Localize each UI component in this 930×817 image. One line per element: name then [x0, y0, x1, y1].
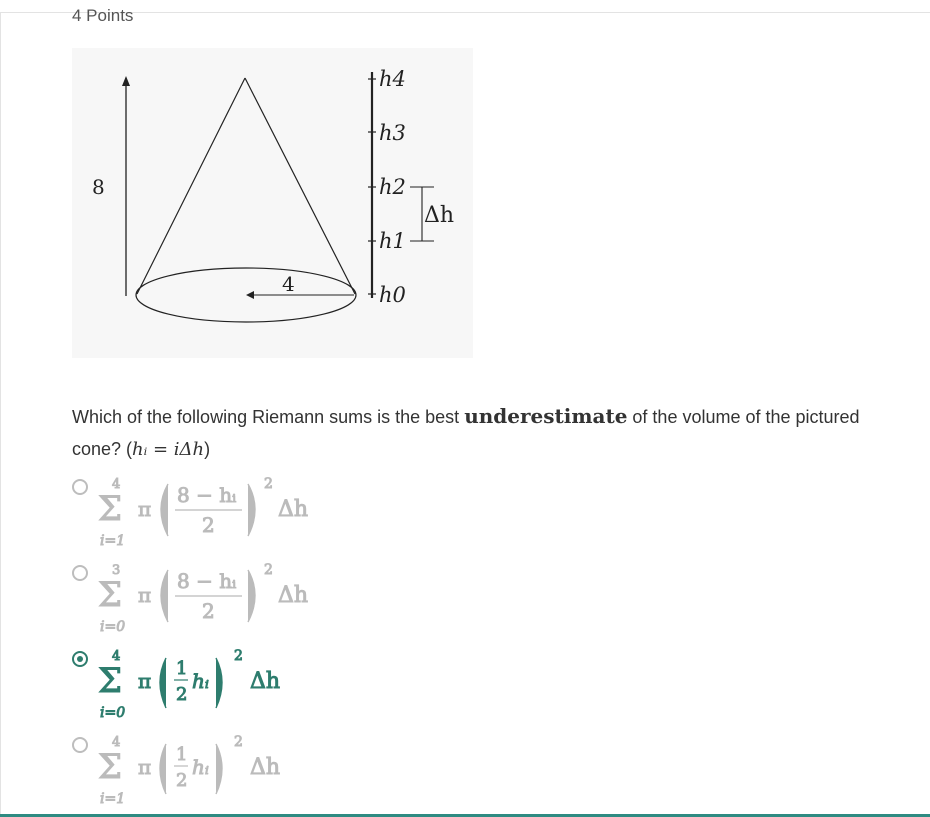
left-paren [160, 658, 166, 708]
pi-symbol: π [138, 755, 152, 779]
cone-figure [72, 48, 473, 358]
power-exponent: 2 [264, 476, 273, 492]
question-formula: hᵢ = iΔh [132, 439, 205, 460]
delta-h-term: Δh [250, 755, 281, 780]
h3-label: h3 [379, 121, 406, 145]
sum-upper-limit: 4 [112, 477, 121, 492]
power-exponent: 2 [264, 562, 273, 578]
h0-label: h0 [379, 283, 406, 307]
answer-option-1[interactable] [72, 474, 472, 554]
fraction-denominator: 2 [202, 599, 215, 623]
sigma-symbol: Σ [98, 489, 123, 529]
delta-h-term: Δh [278, 583, 309, 608]
left-divider [0, 12, 1, 817]
option-4-formula [92, 732, 352, 812]
sum-lower-limit: i=0 [100, 619, 126, 635]
answer-option-3[interactable] [72, 646, 472, 726]
radio-option-3-selected[interactable] [72, 651, 88, 667]
fraction-numerator: 8 − hᵢ [177, 569, 237, 593]
delta-h-term: Δh [250, 669, 281, 694]
sum-upper-limit: 3 [112, 563, 121, 578]
cone-diagram [72, 48, 473, 358]
answer-option-4[interactable] [72, 732, 472, 812]
fraction-denominator: 2 [202, 513, 215, 537]
left-paren [161, 570, 168, 622]
sigma-symbol: Σ [98, 747, 123, 787]
answer-option-2[interactable] [72, 560, 472, 640]
option-2-formula [92, 560, 352, 640]
fraction-numerator: 1 [176, 744, 188, 765]
sum-lower-limit: i=0 [100, 705, 126, 721]
right-paren [216, 658, 222, 708]
sum-lower-limit: i=1 [100, 791, 126, 807]
height-label: 8 [92, 175, 105, 199]
radius-label: 4 [282, 272, 295, 296]
right-paren [216, 744, 222, 794]
power-exponent: 2 [234, 648, 243, 664]
question-emphasis: underestimate [464, 404, 628, 428]
fraction-denominator: 2 [176, 770, 188, 791]
delta-h-term: Δh [278, 497, 309, 522]
left-paren [161, 484, 168, 536]
power-exponent: 2 [234, 734, 243, 750]
pi-symbol: π [138, 497, 152, 521]
radio-option-2[interactable] [72, 565, 88, 581]
h2-label: h2 [379, 175, 406, 199]
top-divider [0, 12, 930, 13]
pi-symbol: π [138, 583, 152, 607]
delta-h-label: Δh [424, 203, 455, 228]
h-i-term: hᵢ [192, 669, 209, 693]
fraction-denominator: 2 [176, 684, 188, 705]
left-paren [160, 744, 166, 794]
sigma-symbol: Σ [98, 661, 123, 701]
sum-upper-limit: 4 [112, 735, 121, 750]
question-prefix: Which of the following Riemann sums is the best [72, 407, 465, 427]
right-paren [248, 484, 255, 536]
h4-label: h4 [379, 67, 406, 91]
question-suffix: of the volume of the pictured cone? ( [72, 407, 860, 459]
option-3-formula [92, 646, 352, 726]
sum-upper-limit: 4 [112, 649, 121, 664]
radio-option-1[interactable] [72, 479, 88, 495]
h1-label: h1 [379, 229, 406, 253]
sum-lower-limit: i=1 [100, 533, 126, 549]
fraction-numerator: 1 [176, 658, 188, 679]
points-label: 4 Points [72, 6, 134, 25]
right-paren [248, 570, 255, 622]
question-close: ) [204, 439, 211, 459]
h-i-term: hᵢ [192, 755, 209, 779]
sigma-symbol: Σ [98, 575, 123, 615]
option-1-formula [92, 474, 352, 554]
pi-symbol: π [138, 669, 152, 693]
question-text [72, 400, 872, 466]
radio-option-4[interactable] [72, 737, 88, 753]
fraction-numerator: 8 − hᵢ [177, 483, 237, 507]
